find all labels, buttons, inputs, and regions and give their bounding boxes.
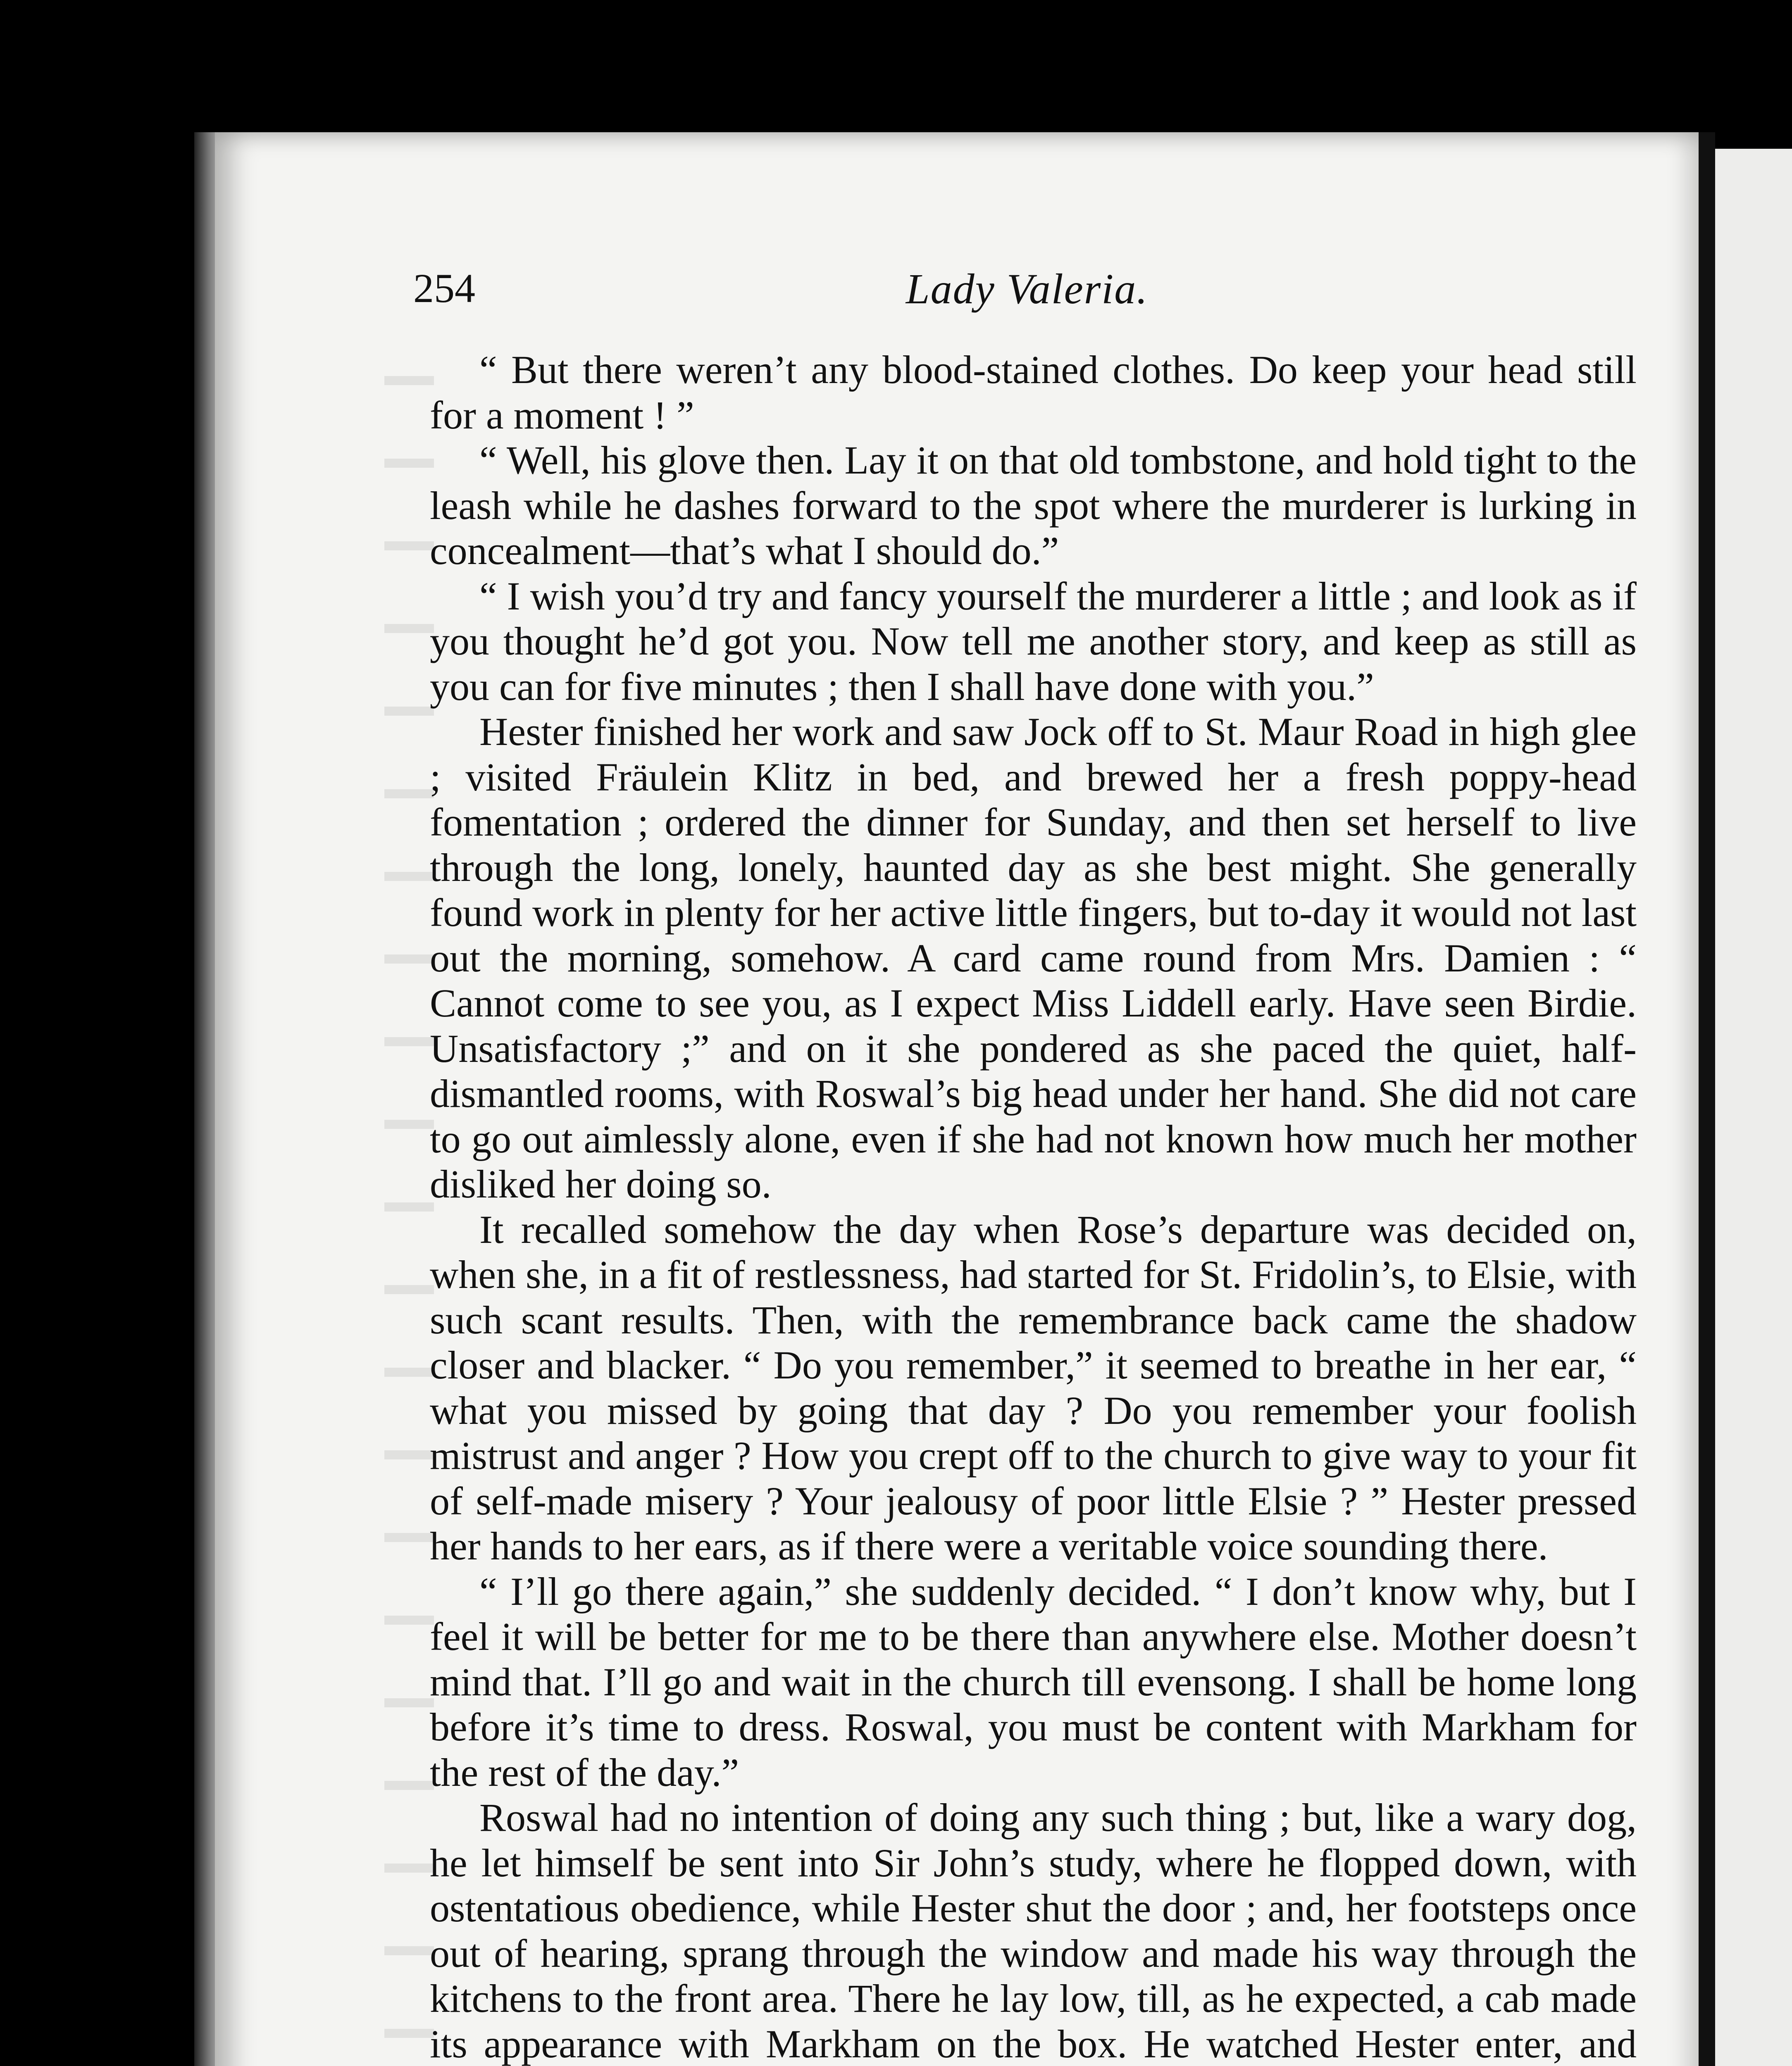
paragraph: Hester finished her work and saw Jock off to St. Maur Road in high glee ; visited Fräulein Klitz in bed, and brewed her a fresh poppy-head fomentation ; ordered the dinner for Sunday, and then set herself to live through the long, lonely, haunted day as she best might. She generally found work in plenty for her active little fingers, but to-day it would not last out the morning, somehow. A card came round from Mrs. Damien : “ Cannot come to see you, as I expect Miss Liddell early. Have seen Birdie. Unsatisfactory ;” and on it she pondered as she paced the quiet, half-dismantled rooms, with Roswal’s big head under her hand. She did not care to go out aimlessly alone, even if she had not known how much her mother disliked her doing so. (430, 709, 1637, 1206)
page-number: 254 (413, 265, 475, 311)
paragraph: “ Well, his glove then. Lay it on that old tombstone, and hold tight to the leash while he dashes forward to the spot where the murderer is lurking in concealment—that’s what I should do.” (430, 438, 1637, 573)
page-header (413, 264, 1641, 322)
page-edge-shadow (1699, 132, 1715, 2066)
paragraph: “ I wish you’d try and fancy yourself the murderer a little ; and look as if you thought he’d got you. Now tell me another story, and keep as still as you can for five minutes ; then I shall have done with you.” (430, 574, 1637, 709)
paragraph: “ I’ll go there again,” she suddenly decided. “ I don’t know why, but I feel it will be better for me to be there than anywhere else. Mother doesn’t mind that. I’ll go and wait in the church till evensong. I shall be home long before it’s time to dress. Roswal, you must be content with Markham for the rest of the day.” (430, 1569, 1637, 1795)
bleed-through-text (384, 339, 434, 2066)
facing-page-sliver (1715, 149, 1792, 2066)
paragraph: It recalled somehow the day when Rose’s departure was decided on, when she, in a fit of restlessness, had started for St. Fridolin’s, to Elsie, with such scant results. Then, with the remembrance back came the shadow closer and blacker. “ Do you remember,” it seemed to breathe in her ear, “ what you missed by going that day ? Do you remember your foolish mistrust and anger ? How you crept off to the church to give way to your fit of self-made misery ? Your jealousy of poor little Elsie ? ” Hester pressed her hands to her ears, as if there were a veritable voice sounding there. (430, 1207, 1637, 1568)
body-text (430, 347, 1637, 2066)
running-title: Lady Valeria. (906, 265, 1149, 313)
paragraph: Roswal had no intention of doing any such thing ; but, like a wary dog, he let himself be sent into Sir John’s study, where he flopped down, with ostentatious obedience, while Hester shut the door ; and, her footsteps once out of hearing, sprang through the window and made his way through the kitchens to the front area. There he lay low, till, as he expected, a cab made its appearance with Markham on the box. He watched Hester enter, and (430, 1795, 1637, 2066)
paragraph: “ But there weren’t any blood-stained clothes. Do keep your head still for a moment ! ” (430, 348, 1637, 437)
